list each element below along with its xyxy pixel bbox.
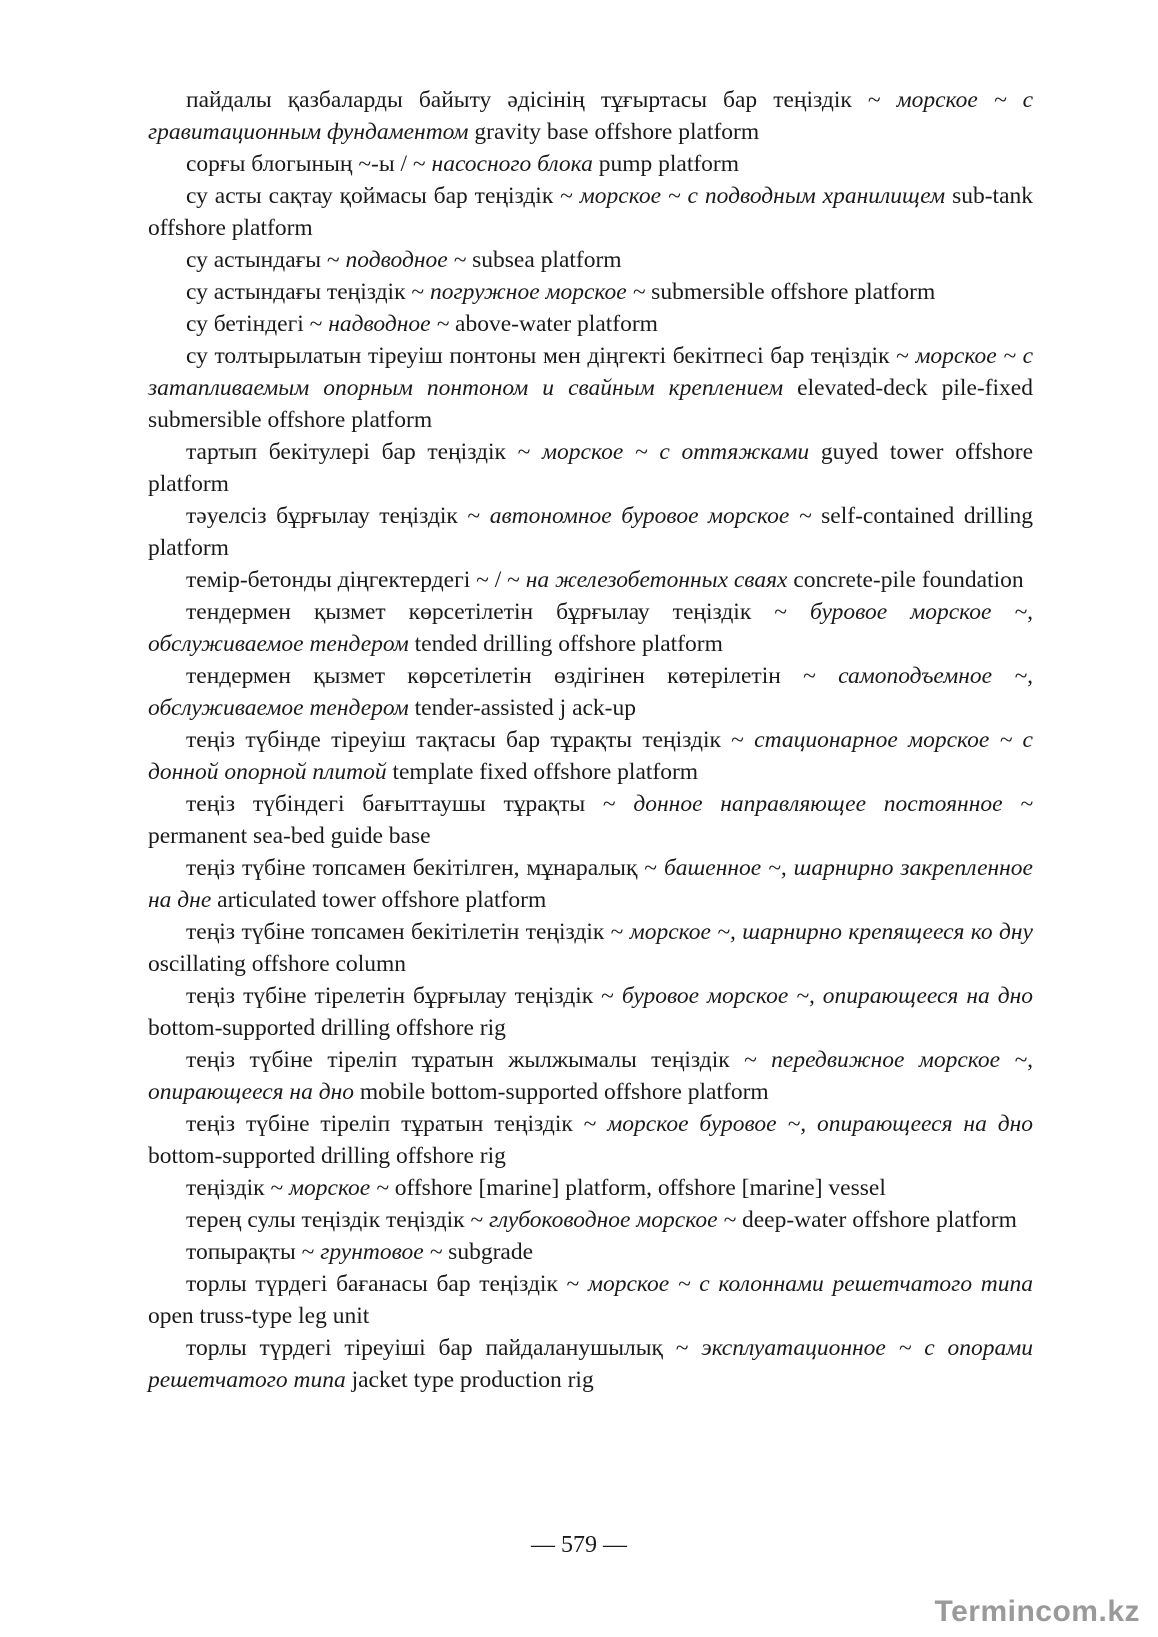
entry-kazakh: топырақты ~ [186,1239,315,1265]
dictionary-entry [148,788,1033,852]
entry-english: template fixed offshore platform [392,759,699,785]
entry-english: concrete-pile foundation [793,567,1024,593]
dictionary-entry [148,308,1033,340]
dictionary-entry [148,596,1033,660]
entry-russian: морское ~ с затапливаемым опорным понтоном и свайным креплением [148,343,1033,401]
dictionary-entry [148,1204,1033,1236]
dictionary-entry [148,84,1033,148]
entry-kazakh: тендермен қызмет көрсетілетін бұрғылау теңіздік ~ [186,599,787,625]
entry-russian: буровое морское ~, опирающееся на дно [621,983,1034,1009]
page-number: — 579 — [531,1532,627,1558]
dictionary-entry [148,1236,1033,1268]
entry-english: bottom-supported drilling offshore rig [148,1015,506,1041]
dictionary-entry [148,916,1033,980]
entry-russian: надводное ~ [328,311,450,337]
dictionary-entry [148,660,1033,724]
dictionary-entry [148,180,1033,244]
entry-kazakh: су астындағы теңіздік ~ [186,279,425,305]
entry-kazakh: тартып бекітулері бар теңіздік ~ [186,439,531,465]
entry-kazakh: терең сулы теңіздік теңіздік ~ [186,1207,484,1233]
entry-english: permanent sea-bed guide base [148,823,431,849]
dictionary-entry [148,980,1033,1044]
entry-russian: самоподъемное ~, обслуживаемое тендером [148,663,1034,721]
entry-english: sub-tank offshore platform [148,183,1034,241]
entry-kazakh: тәуелсіз бұрғылау теңіздік ~ [186,503,481,529]
entry-english: articulated tower offshore platform [217,887,547,913]
entry-russian: эксплуатационное ~ с опорами решетчатого типа [148,1335,1034,1393]
entry-kazakh: су астындағы ~ [186,247,340,273]
entry-russian: грунтовое ~ [320,1239,443,1265]
entry-english: self-contained drilling platform [148,503,1034,561]
entry-russian: буровое морское ~, обслуживаемое тендером [148,599,1033,657]
entry-english: elevated-deck pile-fixed submersible offshore platform [148,375,1033,433]
entry-kazakh: теңіз түбіне тіреліп тұратын теңіздік ~ [186,1111,597,1137]
entry-russian: стационарное морское ~ с донной опорной плитой [148,727,1033,785]
entry-kazakh: теңіздік ~ [186,1175,284,1201]
dictionary-entry [148,564,1033,596]
entry-english: oscillating offshore column [148,951,407,977]
entry-english: bottom-supported drilling offshore rig [148,1143,506,1169]
entry-russian: передвижное морское ~, опирающееся на дно [148,1047,1034,1105]
entry-english: subgrade [448,1239,534,1265]
dictionary-entry [148,1108,1033,1172]
entry-russian: морское ~ с колоннами решетчатого типа [587,1271,1034,1297]
entry-russian: морское ~, шарнирно крепящееся ко дну [629,919,1033,945]
entry-english: tended drilling offshore platform [414,631,723,657]
entry-russian: глубоководное морское ~ [489,1207,737,1233]
entry-english: submersible offshore platform [651,279,936,305]
dictionary-entry [148,852,1033,916]
entry-kazakh: теңіз түбіне тіреліп тұратын жылжымалы теңіздік ~ [186,1047,757,1073]
entry-kazakh: тендермен қызмет көрсетілетін өздігінен көтерілетін ~ [186,663,816,689]
dictionary-entry [148,148,1033,180]
entry-russian: морское ~ с гравитационным фундаментом [148,87,1033,145]
entry-kazakh: су бетіндегі ~ [186,311,323,337]
entry-english: mobile bottom-supported offshore platform [359,1079,769,1105]
entry-kazakh: теңіз түбіндегі бағыттаушы тұрақты ~ [186,791,616,817]
entry-english: subsea platform [472,247,622,273]
entry-english: tender-assisted j ack-up [414,695,637,721]
dictionary-entry [148,436,1033,500]
entry-kazakh: теңіз түбіне тірелетін бұрғылау теңіздік ~ [186,983,614,1009]
entry-kazakh: пайдалы қазбаларды байыту әдісінің тұғыртасы бар теңіздік ~ [186,87,881,113]
entry-kazakh: су асты сақтау қоймасы бар теңіздік ~ [186,183,573,209]
entry-kazakh: су толтырылатын тіреуіш понтоны мен діңгекті бекітпесі бар теңіздік ~ [186,343,909,369]
entry-russian: на железобетонных сваях [525,567,788,593]
entry-english: above-water platform [455,311,658,337]
dictionary-entry [148,500,1033,564]
dictionary-entry [148,1268,1033,1332]
entry-kazakh: сорғы блогының ~-ы / ~ [186,151,426,177]
dictionary-entry [148,276,1033,308]
entry-russian: подводное ~ [345,247,467,273]
entry-english: jacket type production rig [351,1367,594,1393]
dictionary-page [148,84,1033,1396]
entry-kazakh: торлы түрдегі бағанасы бар теңіздік ~ [186,1271,580,1297]
entry-english: open truss-type leg unit [148,1303,370,1329]
entry-kazakh: теңіз түбіне топсамен бекітілген, мұнаралық ~ [186,855,658,881]
dictionary-entry [148,1044,1033,1108]
entry-russian: морское ~ с оттяжками [542,439,810,465]
entry-kazakh: теңіз түбіне топсамен бекітілетін теңіздік ~ [186,919,624,945]
site-watermark: Termincom.kz [934,1595,1140,1628]
dictionary-entry [148,340,1033,436]
dictionary-entry [148,1172,1033,1204]
entry-english: pump platform [598,151,740,177]
entry-kazakh: торлы түрдегі тіреуіші бар пайдаланушылық ~ [186,1335,689,1361]
dictionary-entry [148,244,1033,276]
entry-english: offshore [marine] platform, offshore [marine] vessel [394,1175,886,1201]
entry-russian: погружное морское ~ [429,279,646,305]
entry-kazakh: темір-бетонды діңгектердегі ~ / ~ [186,567,520,593]
entry-kazakh: теңіз түбінде тіреуіш тақтасы бар тұрақты теңіздік ~ [186,727,744,753]
entry-russian: морское ~ [289,1175,389,1201]
entry-russian: насосного блока [431,151,593,177]
dictionary-entry [148,1332,1033,1396]
entry-english: deep-water offshore platform [741,1207,1017,1233]
dictionary-entry [148,724,1033,788]
entry-english: guyed tower offshore platform [148,439,1033,497]
entry-russian: башенное ~, шарнирно закрепленное на дне [148,855,1033,913]
entry-russian: морское буровое ~, опирающееся на дно [607,1111,1034,1137]
entry-english: gravity base offshore platform [474,119,760,145]
entry-russian: донное направляющее постоянное ~ [633,791,1033,817]
entry-russian: морское ~ с подводным хранилищем [579,183,946,209]
entry-russian: автономное буровое морское ~ [489,503,812,529]
